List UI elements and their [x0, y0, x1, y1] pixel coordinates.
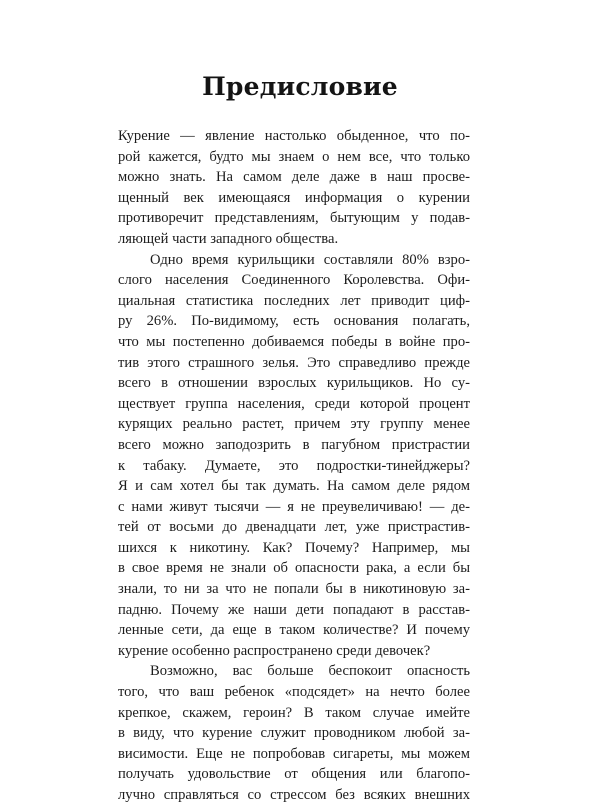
text-line: слого населения Соединенного Королевства. Офи- — [118, 272, 470, 289]
text-line: Одно время курильщики составляли 80% взро- — [150, 251, 470, 268]
text-line: получать удовольствие от общения или благопо- — [118, 766, 470, 783]
text-line: того, что ваш ребенок «подсядет» на нечто более — [118, 684, 470, 701]
text-line: ленные сети, да еще в таком количестве? И почему — [118, 622, 470, 639]
text-line: ществует группа населения, среди которой процент — [118, 395, 470, 412]
text-line: к табаку. Думаете, это подростки-тинейджеры? — [118, 457, 470, 474]
text-line: висимости. Еще не попробовав сигареты, мы можем — [118, 745, 470, 762]
text-line: в свое время не знали об опасности рака, а если бы — [118, 560, 470, 577]
text-line: всего можно заподозрить в пагубном пристрастии — [118, 436, 470, 453]
text-line: Курение — явление настолько обыденное, что по- — [118, 128, 470, 144]
page-title: Предисловие — [202, 72, 398, 101]
text-line: всего в отношении взрослых курильщиков. Но су- — [118, 375, 470, 392]
text-line: падню. Почему же наши дети попадают в расстав- — [118, 601, 470, 618]
body-text — [118, 126, 470, 806]
text-line: крепкое, скажем, героин? В таком случае имейте — [118, 704, 470, 721]
text-line: ру 26%. По-видимому, есть основания полагать, — [118, 313, 470, 330]
text-line: шихся к никотину. Как? Почему? Например, мы — [118, 539, 470, 556]
text-line: Я и сам хотел бы так думать. На самом деле рядом — [118, 478, 470, 495]
text-line: противоречит представлениям, бытующим у подав- — [118, 210, 470, 227]
text-line: тив этого страшного зелья. Это справедливо прежде — [118, 354, 470, 371]
text-line: тей от восьми до двенадцати лет, уже пристрастив- — [118, 519, 470, 536]
text-line: циальная статистика последних лет приводит циф- — [118, 292, 470, 309]
text-line: с нами живут тысячи — я не преувеличиваю! — де- — [118, 498, 470, 515]
text-line: курение особенно распространено среди девочек? — [118, 642, 431, 659]
text-line: в виду, что курение служит проводником любой за- — [118, 725, 470, 742]
text-line: рой кажется, будто мы знаем о нем все, что только — [118, 148, 470, 165]
text-line: Возможно, вас больше беспокоит опасность — [150, 663, 470, 680]
text-line: можно знать. На самом деле даже в наш просве- — [118, 169, 470, 186]
text-line: курящих реально растет, причем эту группу менее — [118, 416, 470, 433]
text-line: лучно справляться со стрессом без всяких внешних — [118, 787, 470, 803]
text-line: ляющей части западного общества. — [118, 230, 339, 247]
text-line: знали, то ни за что не попали бы в никотиновую за- — [118, 581, 470, 598]
text-line: щенный век имеющаяся информация о курении — [118, 189, 470, 206]
text-line: что мы постепенно добиваемся победы в войне про- — [118, 333, 470, 350]
